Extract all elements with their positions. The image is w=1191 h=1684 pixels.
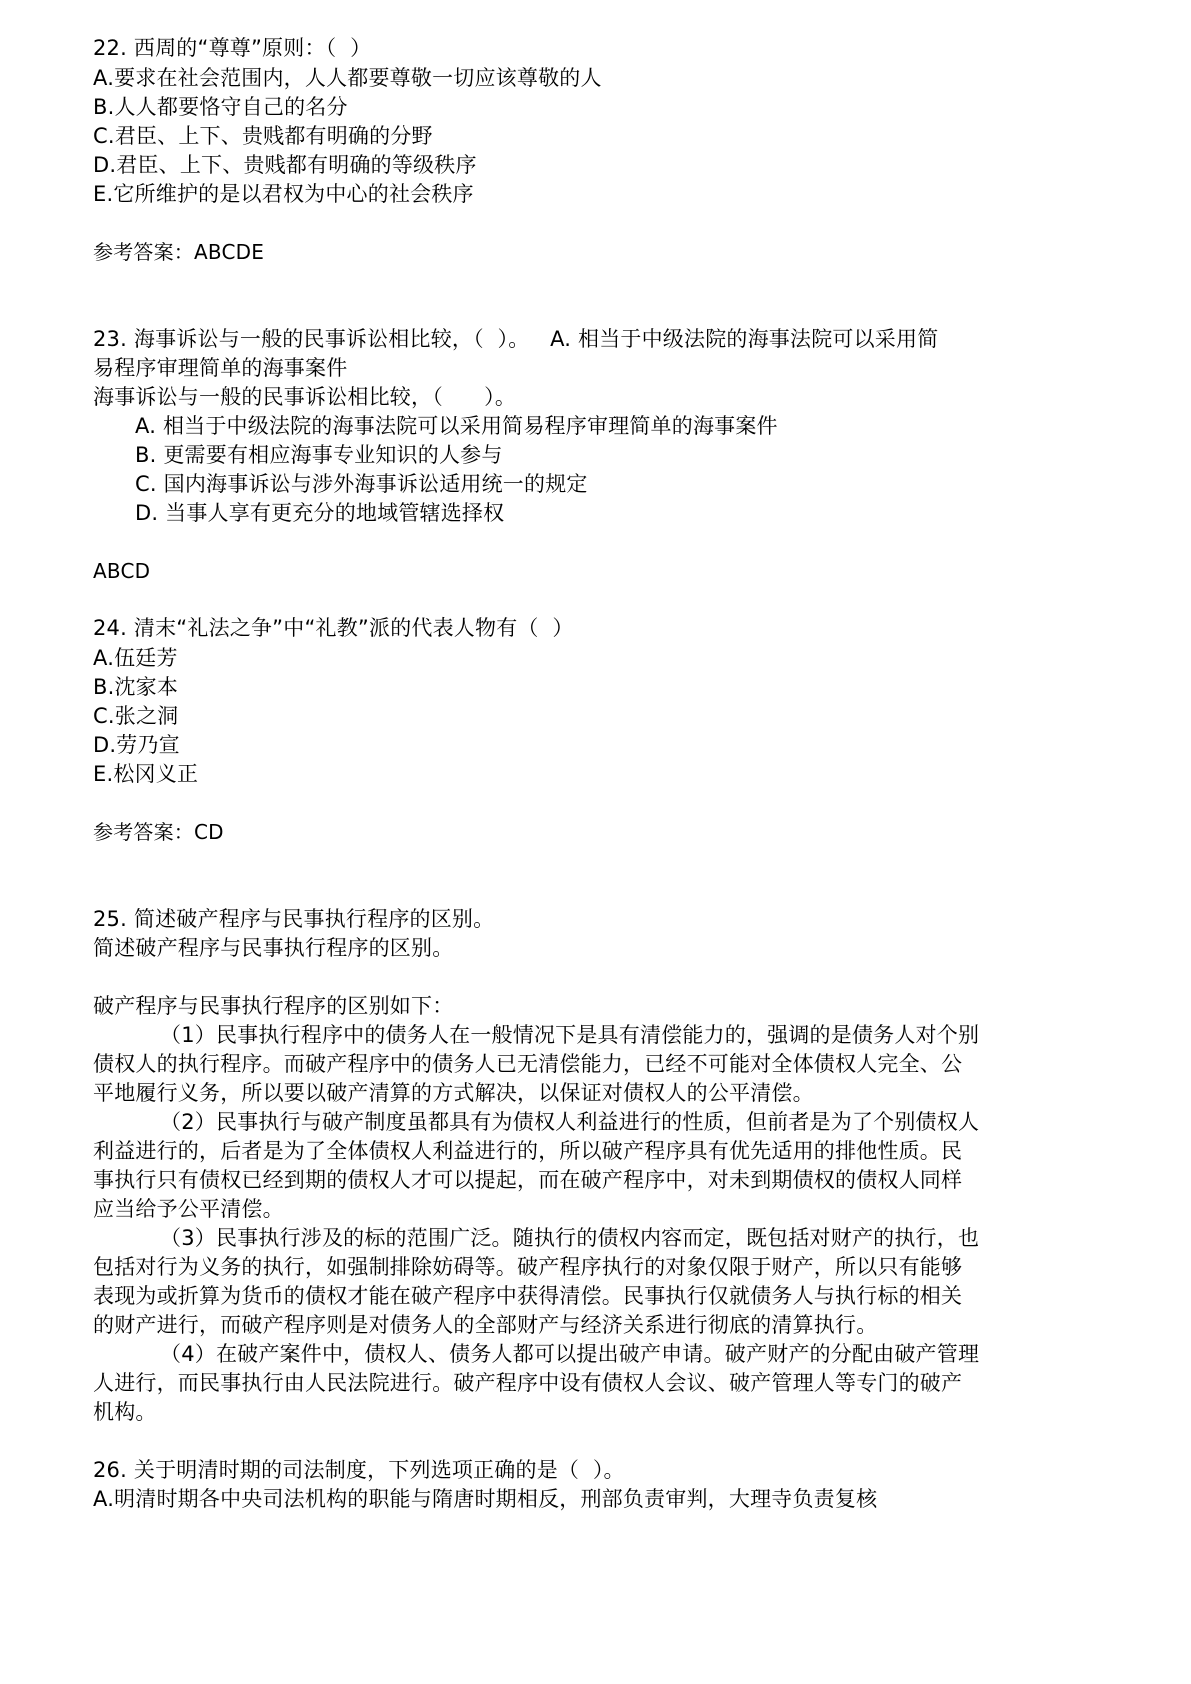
option-d: D.君臣、上下、贵贱都有明确的等级秩序 xyxy=(93,153,477,177)
question-text: 简述破产程序与民事执行程序的区别。 xyxy=(133,907,495,931)
question-number: 23. xyxy=(93,327,127,351)
answer-line: 包括对行为义务的执行，如强制排除妨碍等。破产程序执行的对象仅限于财产，所以只有能够 xyxy=(93,1255,963,1279)
option-d: D.劳乃宣 xyxy=(93,733,180,757)
answer-point-3: （3）民事执行涉及的标的范围广泛。随执行的债权内容而定，既包括对财产的执行，也 xyxy=(160,1226,980,1250)
option-a: A. 相当于中级法院的海事法院可以采用简易程序审理简单的海事案件 xyxy=(135,414,778,438)
question-25 xyxy=(93,905,494,934)
answer-line: 的财产进行，而破产程序则是对债务人的全部财产与经济关系进行彻底的清算执行。 xyxy=(93,1313,878,1337)
question-22 xyxy=(93,34,371,63)
option-d: D. 当事人享有更充分的地域管辖选择权 xyxy=(135,501,505,525)
option-e: E.它所维护的是以君权为中心的社会秩序 xyxy=(93,182,474,206)
reference-answer: 参考答案：ABCDE xyxy=(93,240,265,264)
answer-line: 人进行，而民事执行由人民法院进行。破产程序中设有债权人会议、破产管理人等专门的破产 xyxy=(93,1371,963,1395)
option-a: A.伍廷芳 xyxy=(93,646,178,670)
answer-line: 债权人的执行程序。而破产程序中的债务人已无清偿能力，已经不可能对全体债权人完全、公 xyxy=(93,1052,963,1076)
question-number: 24. xyxy=(93,616,127,640)
answer-point-4: （4）在破产案件中，债权人、债务人都可以提出破产申请。破产财产的分配由破产管理 xyxy=(160,1342,980,1366)
option-e: E.松冈义正 xyxy=(93,762,199,786)
question-number: 22. xyxy=(93,36,127,60)
question-text-repeat: 海事诉讼与一般的民事诉讼相比较，（ ）。 xyxy=(93,385,517,409)
question-text-repeat: 简述破产程序与民事执行程序的区别。 xyxy=(93,936,454,960)
question-text: 关于明清时期的司法制度，下列选项正确的是（ ）。 xyxy=(133,1458,625,1482)
option-c: C.张之洞 xyxy=(93,704,179,728)
question-26 xyxy=(93,1456,625,1485)
question-text: 清末“礼法之争”中“礼教”派的代表人物有（ ） xyxy=(133,616,574,640)
question-number: 26. xyxy=(93,1458,127,1482)
question-24 xyxy=(93,614,574,643)
answer-line: 利益进行的，后者是为了全体债权人利益进行的，所以破产程序具有优先适用的排他性质。民 xyxy=(93,1139,963,1163)
answer-line: 机构。 xyxy=(93,1400,157,1424)
question-text: 西周的“尊尊”原则：（ ） xyxy=(133,36,372,60)
option-b: B. 更需要有相应海事专业知识的人参与 xyxy=(135,443,503,467)
answer-line: 应当给予公平清偿。 xyxy=(93,1197,284,1221)
question-number: 25. xyxy=(93,907,127,931)
question-text: 海事诉讼与一般的民事诉讼相比较，（ ）。 A. 相当于中级法院的海事法院可以采用简 xyxy=(133,327,939,351)
answer-point-1: （1）民事执行程序中的债务人在一般情况下是具有清偿能力的，强调的是债务人对个别 xyxy=(160,1023,980,1047)
reference-answer: 参考答案：CD xyxy=(93,820,224,844)
option-a: A.要求在社会范围内，人人都要尊敬一切应该尊敬的人 xyxy=(93,66,602,90)
answer-intro: 破产程序与民事执行程序的区别如下： xyxy=(93,994,454,1018)
reference-answer: ABCD xyxy=(93,559,151,583)
answer-point-2: （2）民事执行与破产制度虽都具有为债权人利益进行的性质，但前者是为了个别债权人 xyxy=(160,1110,980,1134)
question-text-continued: 易程序审理简单的海事案件 xyxy=(93,356,348,380)
option-b: B.沈家本 xyxy=(93,675,179,699)
option-a: A.明清时期各中央司法机构的职能与隋唐时期相反，刑部负责审判，大理寺负责复核 xyxy=(93,1487,878,1511)
option-b: B.人人都要恪守自己的名分 xyxy=(93,95,348,119)
answer-line: 事执行只有债权已经到期的债权人才可以提起，而在破产程序中，对未到期债权的债权人同样 xyxy=(93,1168,963,1192)
option-c: C. 国内海事诉讼与涉外海事诉讼适用统一的规定 xyxy=(135,472,588,496)
answer-line: 表现为或折算为货币的债权才能在破产程序中获得清偿。民事执行仅就债务人与执行标的相关 xyxy=(93,1284,963,1308)
answer-line: 平地履行义务，所以要以破产清算的方式解决，以保证对债权人的公平清偿。 xyxy=(93,1081,814,1105)
question-23 xyxy=(93,325,938,354)
option-c: C.君臣、上下、贵贱都有明确的分野 xyxy=(93,124,433,148)
